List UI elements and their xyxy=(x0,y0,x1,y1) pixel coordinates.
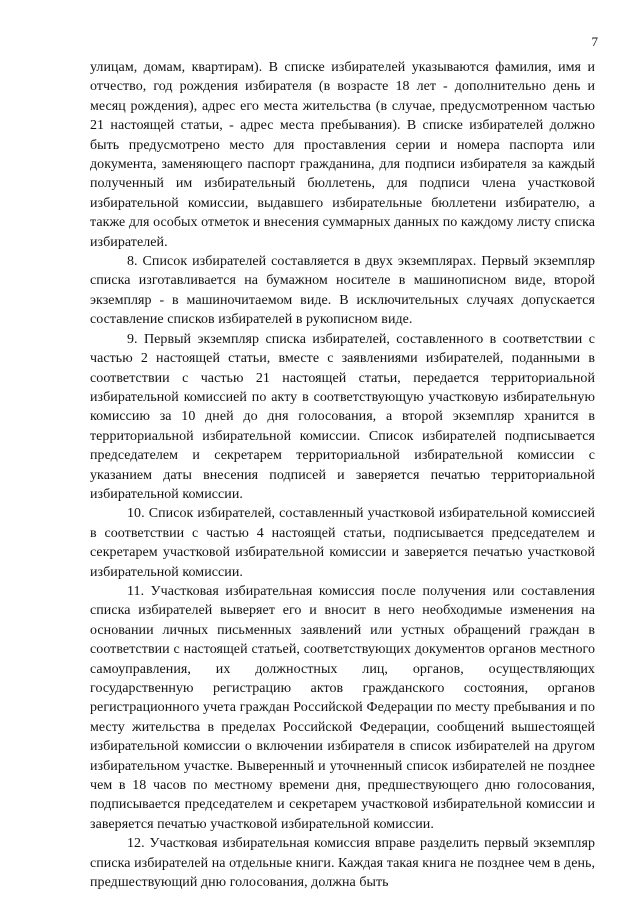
body-text xyxy=(90,58,595,892)
paragraph-8: 8. Список избирателей составляется в двух экземплярах. Первый экземпляр списка изготавливается на бумажном носителе в машинописном виде, второй экземпляр - в машиночитаемом виде. В исключительных случаях допускается составление списков избирателей в рукописном виде. xyxy=(90,254,595,328)
paragraph-12: 12. Участковая избирательная комиссия вправе разделить первый экземпляр списка избирателей на отдельные книги. Каждая такая книга не позднее чем в день, предшествующий дню голосования, должна быть xyxy=(90,836,595,891)
paragraph-continuation: улицам, домам, квартирам). В списке избирателей указываются фамилия, имя и отчество, год рождения избирателя (в возрасте 18 лет - дополнительно день и месяц рождения), адрес его места жительства (в случае, предусмотренном частью 21 настоящей статьи, - адрес места пребывания). В списке избирателей должно быть предусмотрено место для проставления серии и номера паспорта или документа, заменяющего паспорт гражданина, для подписи избирателя за каждый полученный им избирательный бюллетень, для подписи члена участковой избирательной комиссии, выдавшего избирательные бюллетени избирателю, а также для особых отметок и внесения суммарных данных по каждому листу списка избирателей. xyxy=(90,60,595,250)
paragraph-9: 9. Первый экземпляр списка избирателей, составленного в соответствии с частью 2 настоящей статьи, вместе с заявлениями избирателей, поданными в соответствии с частью 21 настоящей статьи, передается территориальной избирательной комиссией по акту в соответствующую участковую избирательную комиссию за 10 дней до дня голосования, а второй экземпляр хранится в территориальной избирательной комиссии. Список избирателей подписывается председателем и секретарем территориальной избирательной комиссии с указанием даты внесения подписей и заверяется печатью территориальной избирательной комиссии. xyxy=(90,331,595,502)
page-number: 7 xyxy=(591,34,598,49)
paragraph-10: 10. Список избирателей, составленный участковой избирательной комиссией в соответствии с частью 4 настоящей статьи, подписывается председателем и секретарем участковой избирательной комиссии и заверяется печатью участковой избирательной комиссии. xyxy=(90,506,595,580)
paragraph-11: 11. Участковая избирательная комиссия после получения или составления списка избирателей выверяет его и вносит в него необходимые изменения на основании личных письменных заявлений или устных обращений граждан в соответствии с настоящей статьей, соответствующих документов органов местного самоуправления, их должностных лиц, органов, осуществляющих государственную регистрацию актов гражданского состояния, органов регистрационного учета граждан Российской Федерации по месту пребывания и по месту жительства в пределах Российской Федерации, сообщений вышестоящей избирательной комиссии о включении избирателя в список избирателей на другом избирательном участке. Выверенный и уточненный список избирателей не позднее чем в 18 часов по местному времени дня, предшествующего дню голосования, подписывается председателем и секретарем участковой избирательной комиссии и заверяется печатью участковой избирательной комиссии. xyxy=(90,583,595,832)
